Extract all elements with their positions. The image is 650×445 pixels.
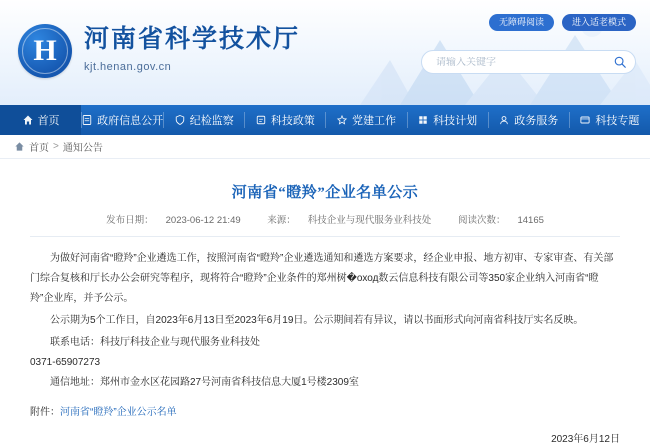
site-url: kjt.henan.gov.cn bbox=[84, 60, 172, 73]
breadcrumb-separator: > bbox=[53, 141, 59, 152]
nav-item-home[interactable] bbox=[0, 105, 81, 135]
contact-phone-line: 联系电话：科技厅科技企业与现代服务业科技处 bbox=[50, 337, 260, 348]
topic-icon bbox=[579, 114, 591, 126]
nav-item-sci-tech-policy[interactable] bbox=[244, 105, 325, 135]
nav-label: 纪检监察 bbox=[189, 115, 234, 127]
nav-label: 科技专题 bbox=[595, 115, 640, 127]
publish-date: 发布日期： 2023-06-12 21:49 bbox=[106, 215, 241, 226]
sign-date: 2023年6月12日 bbox=[551, 434, 620, 445]
home-icon bbox=[14, 141, 25, 152]
contact-phone-number: 0371-65907273 bbox=[30, 357, 101, 368]
site-header bbox=[0, 0, 650, 105]
article-meta bbox=[30, 212, 620, 236]
article-paragraph: 公示期为5个工作日，自2023年6月13日至2023年6月19日。公示期间若有异议，请以书面形式向河南省科技厅实名反映。 bbox=[50, 315, 584, 326]
nav-item-sci-tech-plan[interactable] bbox=[407, 105, 488, 135]
star-icon bbox=[336, 114, 348, 126]
service-icon bbox=[498, 114, 510, 126]
site-logo bbox=[18, 24, 72, 78]
nav-item-discipline-inspection[interactable] bbox=[163, 105, 244, 135]
site-brand[interactable] bbox=[18, 24, 300, 78]
nav-label: 科技计划 bbox=[433, 115, 478, 127]
site-title: 河南省科学技术厅 bbox=[84, 26, 301, 53]
contact-address-line: 通信地址：郑州市金水区花园路27号河南省科技信息大厦1号楼2309室 bbox=[50, 377, 359, 388]
nav-item-sci-tech-topics[interactable] bbox=[569, 105, 650, 135]
search-icon[interactable] bbox=[613, 55, 627, 69]
article-paragraph: 为做好河南省“瞪羚”企业遴选工作，按照河南省“瞪羚”企业遴选通知和遴选方案要求，经企业申报、地方初审、专家审查、有关部门综合复核和厅长办公会研究等程序，现将符合“瞪羚”企业条件的郑州树�оход数云信息科技有限公司等350家企业纳入河南省“瞪羚”企业库，并予公示。 bbox=[30, 253, 614, 304]
home-icon bbox=[22, 114, 34, 126]
nav-item-government-service[interactable] bbox=[488, 105, 569, 135]
document-icon bbox=[81, 114, 93, 126]
header-top-links bbox=[489, 14, 636, 31]
article-body bbox=[30, 249, 620, 393]
grid-icon bbox=[417, 114, 429, 126]
breadcrumb-item-home[interactable]: 首页 bbox=[29, 143, 49, 154]
policy-icon bbox=[255, 114, 267, 126]
breadcrumb bbox=[0, 135, 650, 159]
nav-label: 党建工作 bbox=[351, 115, 396, 127]
page-title: 河南省“瞪羚”企业名单公示 bbox=[231, 185, 419, 201]
breadcrumb-item-notice[interactable]: 通知公告 bbox=[62, 143, 103, 154]
view-count: 阅读次数： 14165 bbox=[457, 215, 544, 226]
nav-item-government-info[interactable] bbox=[81, 105, 163, 135]
nav-item-party-building[interactable] bbox=[325, 105, 406, 135]
attachment-link[interactable]: 河南省“瞪羚”企业公示名单 bbox=[60, 407, 177, 418]
nav-label: 政府信息公开 bbox=[97, 115, 164, 127]
nav-label: 首页 bbox=[37, 115, 60, 127]
meta-divider bbox=[30, 236, 620, 237]
attachment-label: 附件： bbox=[30, 407, 60, 418]
nav-label: 科技政策 bbox=[270, 115, 315, 127]
attachment-row bbox=[30, 403, 620, 418]
brand-text bbox=[84, 24, 300, 73]
search-box[interactable] bbox=[421, 50, 636, 74]
elderly-mode-button[interactable]: 进入适老模式 bbox=[562, 14, 636, 31]
accessibility-reading-button[interactable]: 无障碍阅读 bbox=[489, 14, 554, 31]
nav-label: 政务服务 bbox=[514, 115, 559, 127]
article bbox=[0, 159, 650, 445]
article-source: 来源： 科技企业与现代服务业科技处 bbox=[267, 215, 432, 226]
logo-letter: H bbox=[33, 34, 57, 67]
main-nav bbox=[0, 105, 650, 135]
shield-icon bbox=[174, 114, 186, 126]
search-input[interactable] bbox=[436, 57, 613, 68]
